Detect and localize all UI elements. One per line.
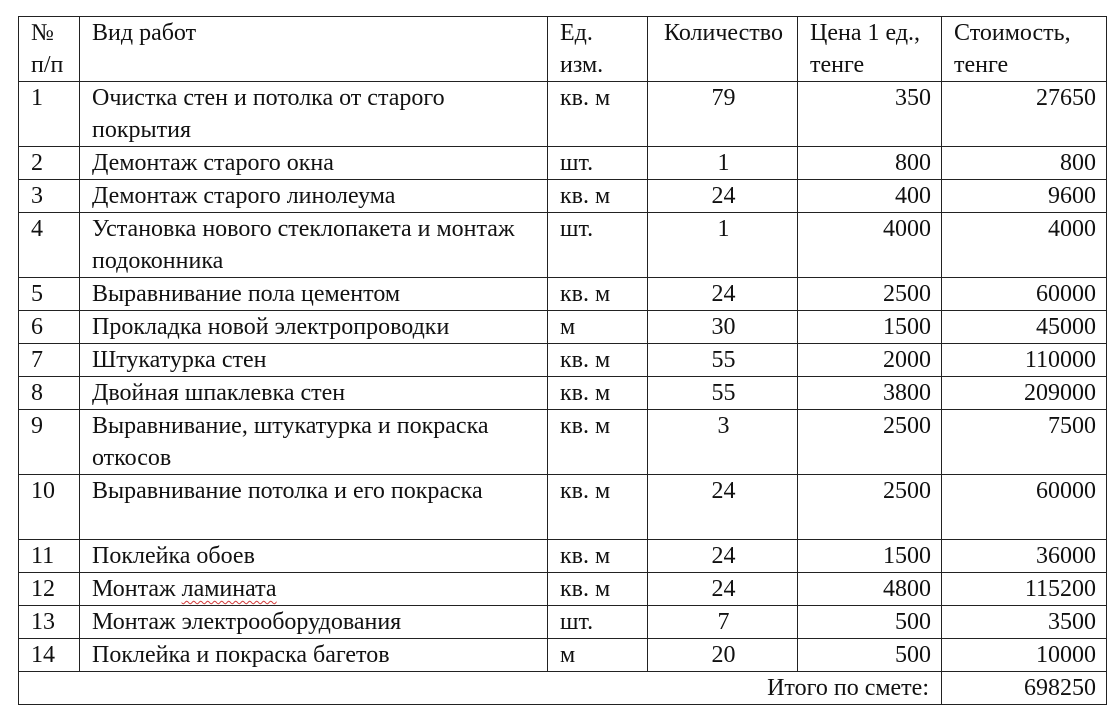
- cell-price: 1500: [798, 540, 942, 573]
- cell-qty: 55: [648, 344, 798, 377]
- cell-unit: шт.: [548, 147, 648, 180]
- cell-price: 500: [798, 606, 942, 639]
- cell-qty: 30: [648, 311, 798, 344]
- cell-price: 1500: [798, 311, 942, 344]
- cell-cost: 60000: [942, 278, 1107, 311]
- table-row: [19, 540, 1107, 573]
- header-num: № п/п: [19, 17, 80, 82]
- cell-price: 350: [798, 82, 942, 147]
- cell-cost: 4000: [942, 213, 1107, 278]
- cell-work: Выравнивание потолка и его покраска: [80, 475, 548, 540]
- table-row: [19, 573, 1107, 606]
- cell-work: Выравнивание пола цементом: [80, 278, 548, 311]
- cell-work: Поклейка и покраска багетов: [80, 639, 548, 672]
- table-row: [19, 147, 1107, 180]
- cell-cost: 60000: [942, 475, 1107, 540]
- cell-num: 5: [19, 278, 80, 311]
- header-price: Цена 1 ед., тенге: [798, 17, 942, 82]
- cell-price: 500: [798, 639, 942, 672]
- cell-qty: 1: [648, 147, 798, 180]
- header-qty: Количество: [648, 17, 798, 82]
- cell-unit: шт.: [548, 606, 648, 639]
- cell-cost: 36000: [942, 540, 1107, 573]
- cell-unit: кв. м: [548, 475, 648, 540]
- cell-qty: 24: [648, 278, 798, 311]
- cell-num: 11: [19, 540, 80, 573]
- cell-cost: 45000: [942, 311, 1107, 344]
- table-row: [19, 311, 1107, 344]
- table-row: [19, 606, 1107, 639]
- cell-work: Установка нового стеклопакета и монтаж подоконника: [80, 213, 548, 278]
- cell-price: 2000: [798, 344, 942, 377]
- cell-price: 400: [798, 180, 942, 213]
- table-row: [19, 344, 1107, 377]
- table-row: [19, 410, 1107, 475]
- header-work: Вид работ: [80, 17, 548, 82]
- cell-unit: кв. м: [548, 82, 648, 147]
- cell-num: 13: [19, 606, 80, 639]
- cell-price: 2500: [798, 410, 942, 475]
- total-row: [19, 672, 1107, 705]
- cell-price: 2500: [798, 475, 942, 540]
- table-row: [19, 475, 1107, 540]
- cell-unit: кв. м: [548, 540, 648, 573]
- cell-num: 9: [19, 410, 80, 475]
- header-unit: Ед. изм.: [548, 17, 648, 82]
- cell-qty: 24: [648, 540, 798, 573]
- table-row: [19, 213, 1107, 278]
- cell-price: 4000: [798, 213, 942, 278]
- cell-price: 4800: [798, 573, 942, 606]
- cell-qty: 1: [648, 213, 798, 278]
- cell-qty: 24: [648, 573, 798, 606]
- cell-work: Демонтаж старого линолеума: [80, 180, 548, 213]
- cell-work: Штукатурка стен: [80, 344, 548, 377]
- cell-cost: 115200: [942, 573, 1107, 606]
- cell-cost: 9600: [942, 180, 1107, 213]
- cell-qty: 55: [648, 377, 798, 410]
- cell-cost: 800: [942, 147, 1107, 180]
- cell-work: Прокладка новой электропроводки: [80, 311, 548, 344]
- cell-work: Выравнивание, штукатурка и покраска откосов: [80, 410, 548, 475]
- cell-num: 8: [19, 377, 80, 410]
- cell-unit: кв. м: [548, 410, 648, 475]
- cell-qty: 7: [648, 606, 798, 639]
- cell-qty: 79: [648, 82, 798, 147]
- spellcheck-flagged-word: ламината: [181, 576, 277, 602]
- cell-cost: 3500: [942, 606, 1107, 639]
- cell-cost: 10000: [942, 639, 1107, 672]
- cell-unit: кв. м: [548, 278, 648, 311]
- table-row: [19, 377, 1107, 410]
- cell-unit: кв. м: [548, 180, 648, 213]
- cell-num: 3: [19, 180, 80, 213]
- cell-unit: шт.: [548, 213, 648, 278]
- table-row: [19, 639, 1107, 672]
- table-row: [19, 180, 1107, 213]
- cell-price: 3800: [798, 377, 942, 410]
- table-row: [19, 82, 1107, 147]
- cell-price: 2500: [798, 278, 942, 311]
- cell-cost: 27650: [942, 82, 1107, 147]
- cell-work: [80, 573, 548, 606]
- cell-qty: 20: [648, 639, 798, 672]
- cell-cost: 209000: [942, 377, 1107, 410]
- cell-unit: кв. м: [548, 377, 648, 410]
- cell-num: 10: [19, 475, 80, 540]
- cell-unit: м: [548, 639, 648, 672]
- cell-work-prefix: Монтаж: [92, 576, 182, 602]
- cell-cost: 110000: [942, 344, 1107, 377]
- cell-num: 14: [19, 639, 80, 672]
- cell-num: 1: [19, 82, 80, 147]
- cell-qty: 24: [648, 475, 798, 540]
- estimate-table: [18, 16, 1107, 705]
- cell-unit: кв. м: [548, 573, 648, 606]
- table-header-row: [19, 17, 1107, 82]
- cell-work: Двойная шпаклевка стен: [80, 377, 548, 410]
- cell-work: Поклейка обоев: [80, 540, 548, 573]
- cell-num: 4: [19, 213, 80, 278]
- cell-qty: 3: [648, 410, 798, 475]
- cell-num: 12: [19, 573, 80, 606]
- table-row: [19, 278, 1107, 311]
- total-label: Итого по смете:: [19, 672, 942, 705]
- cell-work: Демонтаж старого окна: [80, 147, 548, 180]
- cell-price: 800: [798, 147, 942, 180]
- cell-num: 6: [19, 311, 80, 344]
- cell-work: Очистка стен и потолка от старого покрытия: [80, 82, 548, 147]
- cell-num: 2: [19, 147, 80, 180]
- estimate-document: [18, 16, 1106, 705]
- cell-cost: 7500: [942, 410, 1107, 475]
- cell-work: Монтаж электрооборудования: [80, 606, 548, 639]
- header-cost: Стоимость, тенге: [942, 17, 1107, 82]
- cell-num: 7: [19, 344, 80, 377]
- cell-qty: 24: [648, 180, 798, 213]
- total-value: 698250: [942, 672, 1107, 705]
- cell-unit: м: [548, 311, 648, 344]
- cell-unit: кв. м: [548, 344, 648, 377]
